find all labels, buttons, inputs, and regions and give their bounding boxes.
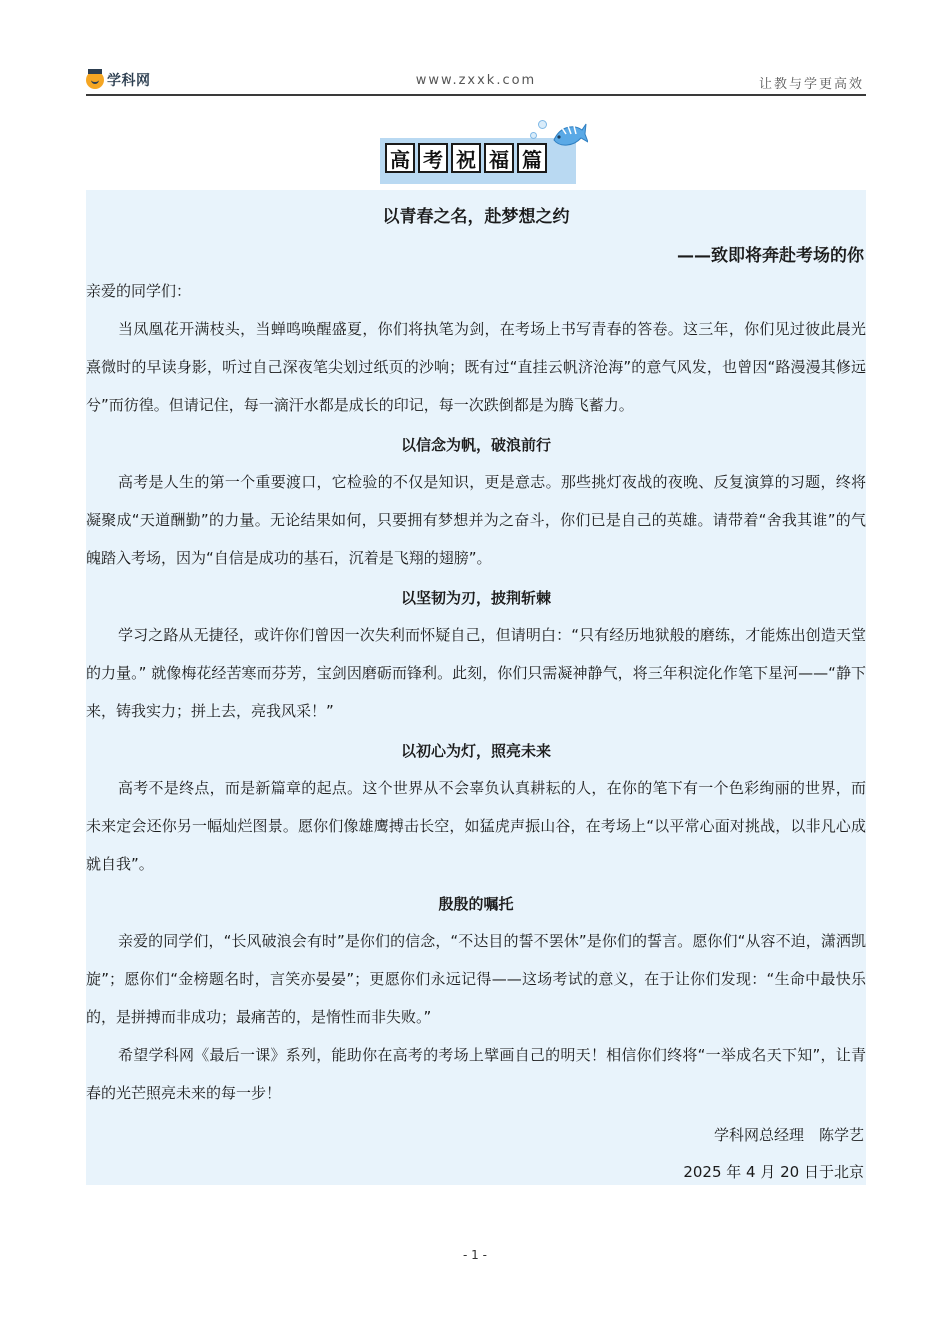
site-url: www.zxxk.com: [415, 73, 537, 88]
letter-title: 以青春之名，赴梦想之约: [382, 207, 570, 227]
page-header: [86, 70, 866, 96]
section-paragraph: 学习之路从无捷径，或许你们曾因一次失利而怀疑自己，但请明白：“只有经历地狱般的磨练，才能炼出创造天堂的力量。” 就像梅花经苦寒而芬芳，宝剑因磨砺而锋利。此刻，你们只需凝神静气，将三年积淀化作笔下星河——“静下来，铸我实力；拼上去，亮我风采！”: [86, 626, 866, 720]
badge-char: 祝: [451, 143, 481, 173]
section-heading: 以信念为帆，破浪前行: [400, 436, 551, 454]
fish-icon: [548, 116, 588, 152]
section-heading: 殷殷的嘱托: [438, 895, 514, 913]
badge-background: [380, 138, 576, 184]
section-heading: 以初心为灯，照亮未来: [400, 742, 551, 760]
logo-text: 学科网: [107, 73, 151, 89]
section-paragraph: 高考不是终点，而是新篇章的起点。这个世界从不会辜负认真耕耘的人，在你的笔下有一个色彩绚丽的世界，而未来定会还你另一幅灿烂图景。愿你们像雄鹰搏击长空，如猛虎声振山谷，在考场上“以平常心面对挑战，以非凡心成就自我”。: [86, 779, 866, 873]
letter-subtitle: ——致即将奔赴考场的你: [677, 246, 864, 266]
date: 2025 年 4 月 20 日于北京: [683, 1163, 864, 1181]
badge-char: 高: [385, 143, 415, 173]
section-badge: [380, 138, 580, 186]
closing-paragraph: 希望学科网《最后一课》系列，能助你在高考的考场上擘画自己的明天！相信你们终将“一举成名天下知”，让青春的光芒照亮未来的每一步！: [86, 1046, 866, 1102]
section-paragraph: 亲爱的同学们，“长风破浪会有时”是你们的信念，“不达目的誓不罢休”是你们的誓言。愿你们“从容不迫，潇洒凯旋”；愿你们“金榜题名时，言笑亦晏晏”；更愿你们永远记得——这场考试的意义，在于让你们发现：“生命中最快乐的，是拼搏而非成功；最痛苦的，是惰性而非失败。”: [86, 932, 866, 1026]
section-paragraph: 高考是人生的第一个重要渡口，它检验的不仅是知识，更是意志。那些挑灯夜战的夜晚、反复演算的习题，终将凝聚成“天道酬勤”的力量。无论结果如何，只要拥有梦想并为之奋斗，你们已是自己的英雄。请带着“舍我其谁”的气魄踏入考场，因为“自信是成功的基石，沉着是飞翔的翅膀”。: [86, 473, 866, 567]
signature: 学科网总经理 陈学艺: [713, 1126, 864, 1144]
greeting: 亲爱的同学们：: [86, 282, 192, 300]
section-heading: 以坚韧为刃，披荆斩棘: [400, 589, 551, 607]
badge-char: 考: [418, 143, 448, 173]
bubble-icon: [530, 132, 537, 139]
badge-char: 篇: [517, 143, 547, 173]
page-number: - 1 -: [463, 1248, 487, 1262]
bubble-icon: [538, 120, 547, 129]
slogan: 让教与学更高效: [758, 77, 864, 92]
intro-paragraph: 当凤凰花开满枝头，当蝉鸣唤醒盛夏，你们将执笔为剑，在考场上书写青春的答卷。这三年，你们见过彼此晨光熹微时的早读身影，听过自己深夜笔尖划过纸页的沙响；既有过“直挂云帆济沧海”的意气风发，也曾因“路漫漫其修远兮”而彷徨。但请记住，每一滴汗水都是成长的印记，每一次跌倒都是为腾飞蓄力。: [86, 320, 866, 414]
badge-char: 福: [484, 143, 514, 173]
